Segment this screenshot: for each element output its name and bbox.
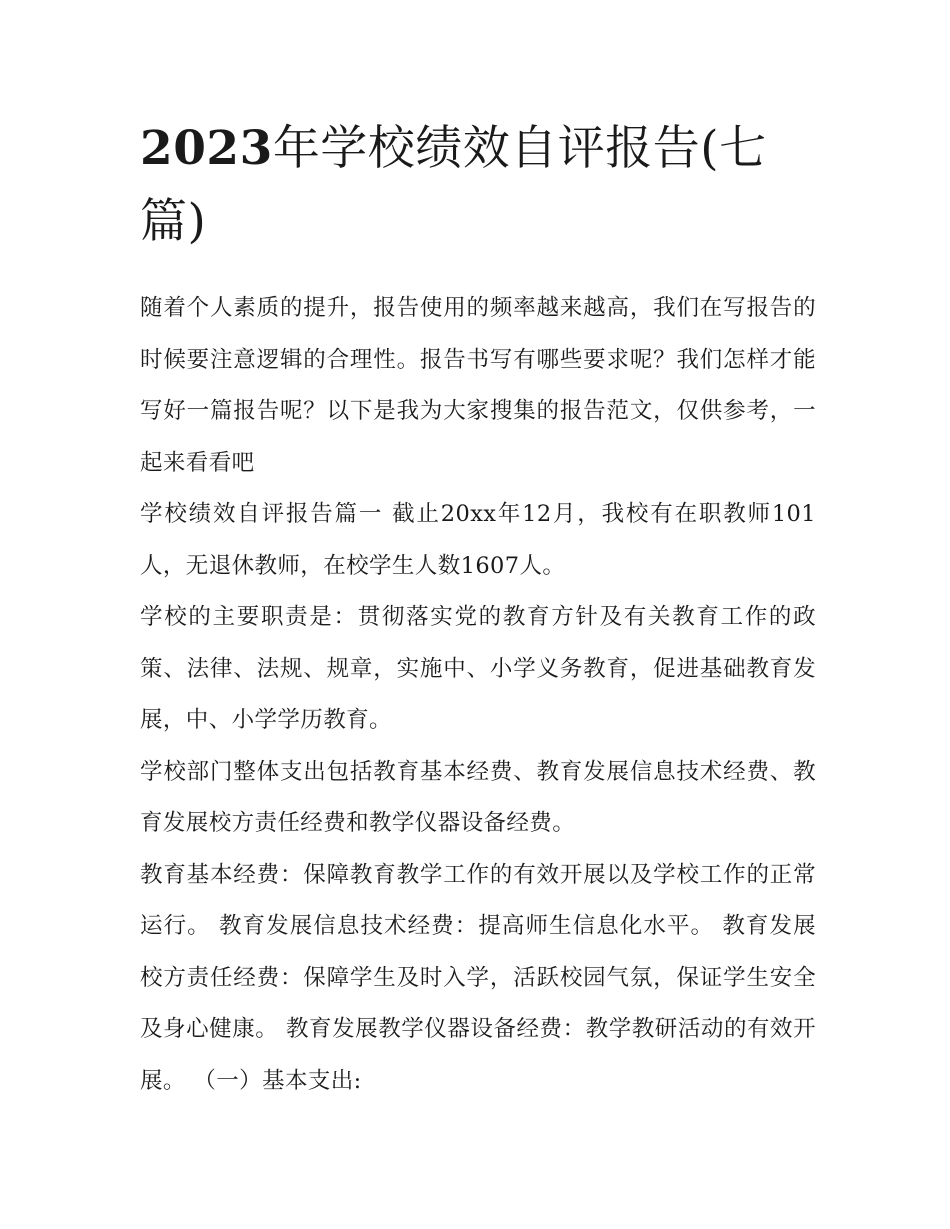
paragraph-expenditure: 学校部门整体支出包括教育基本经费、教育发展信息技术经费、教育发展校方责任经费和教学仪器设备经费。 (140, 758, 816, 836)
paragraph-staff-stats: 学校绩效自评报告篇一 截止20xx年12月，我校有在职教师101人，无退休教师，在校学生人数1607人。 (140, 501, 816, 579)
paragraph-duties: 学校的主要职责是：贯彻落实党的教育方针及有关教育工作的政策、法律、法规、规章，实施中、小学义务教育，促进基础教育发展，中、小学学历教育。 (140, 604, 816, 733)
paragraph-intro: 随着个人素质的提升，报告使用的频率越来越高，我们在写报告的时候要注意逻辑的合理性。报告书写有哪些要求呢？我们怎样才能写好一篇报告呢？以下是我为大家搜集的报告范文，仅供参考，一起来看看吧 (140, 295, 816, 476)
document-page (140, 112, 816, 1107)
document-title (140, 112, 816, 258)
paragraph-funding-details: 教育基本经费：保障教育教学工作的有效开展以及学校工作的正常运行。 教育发展信息技术经费：提高师生信息化水平。 教育发展校方责任经费：保障学生及时入学，活跃校园气氛，保证学生安全及身心健康。 教育发展教学仪器设备经费：教学教研活动的有效开展。 （一）基本支出: (140, 861, 816, 1094)
title-text: 年学校绩效自评报告(七篇) (140, 121, 767, 249)
title-year: 2023 (140, 121, 273, 176)
document-body (140, 283, 816, 1107)
